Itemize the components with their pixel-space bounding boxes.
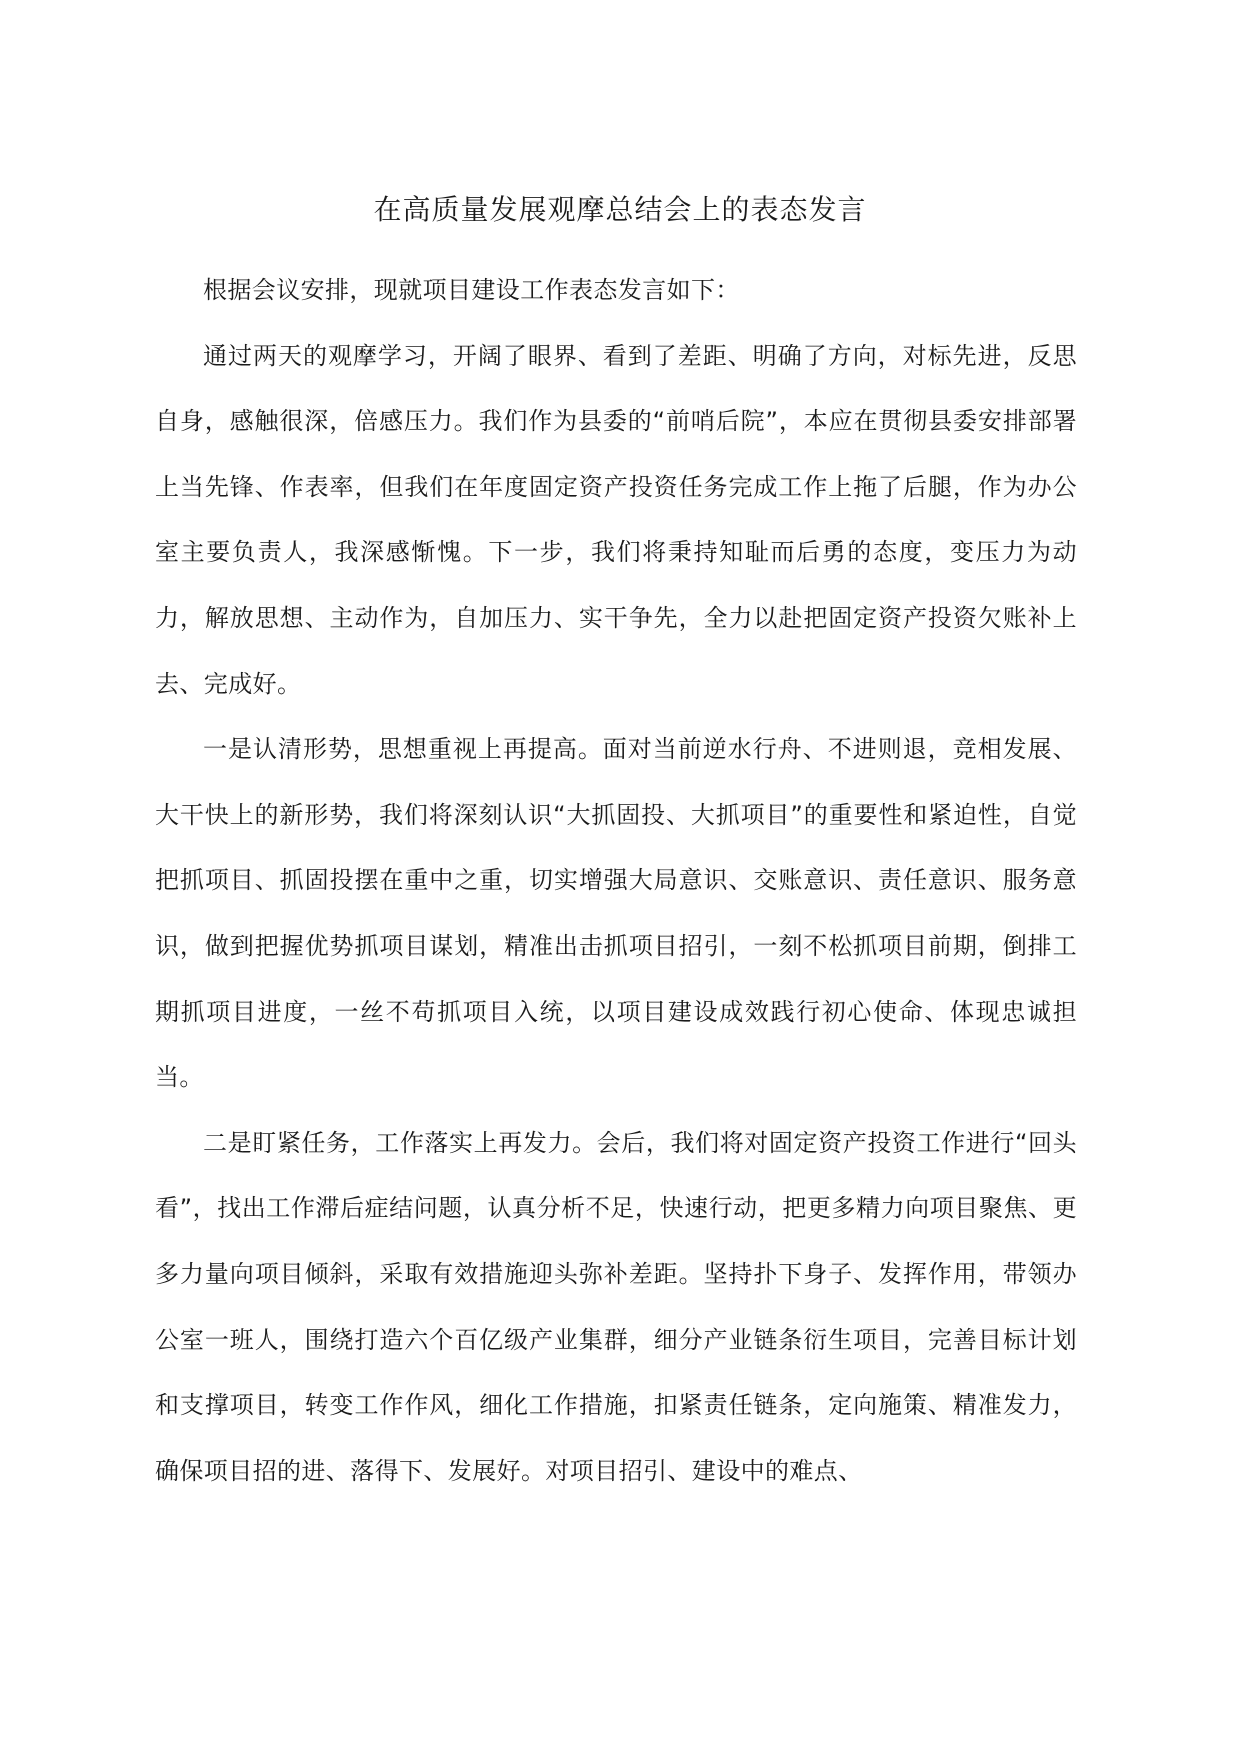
document-body	[155, 258, 1077, 1504]
paragraph-point-two: 二是盯紧任务，工作落实上再发力。会后，我们将对固定资产投资工作进行“回头看”，找出工作滞后症结问题，认真分析不足，快速行动，把更多精力向项目聚焦、更多力量向项目倾斜，采取有效措施迎头弥补差距。坚持扑下身子、发挥作用，带领办公室一班人，围绕打造六个百亿级产业集群，细分产业链条衍生项目，完善目标计划和支撑项目，转变工作作风，细化工作措施，扣紧责任链条，定向施策、精准发力，确保项目招的进、落得下、发展好。对项目招引、建设中的难点、	[155, 1128, 1077, 1485]
paragraph-reflection: 通过两天的观摩学习，开阔了眼界、看到了差距、明确了方向，对标先进，反思自身，感触很深，倍感压力。我们作为县委的“前哨后院”，本应在贯彻县委安排部署上当先锋、作表率，但我们在年度固定资产投资任务完成工作上拖了后腿，作为办公室主要负责人，我深感惭愧。下一步，我们将秉持知耻而后勇的态度，变压力为动力，解放思想、主动作为，自加压力、实干争先，全力以赴把固定资产投资欠账补上去、完成好。	[155, 341, 1077, 698]
document-title: 在高质量发展观摩总结会上的表态发言	[373, 193, 867, 226]
paragraph-intro: 根据会议安排，现就项目建设工作表态发言如下：	[203, 276, 740, 304]
paragraph-point-one: 一是认清形势，思想重视上再提高。面对当前逆水行舟、不进则退，竞相发展、大干快上的新形势，我们将深刻认识“大抓固投、大抓项目”的重要性和紧迫性，自觉把抓项目、抓固投摆在重中之重，切实增强大局意识、交账意识、责任意识、服务意识，做到把握优势抓项目谋划，精准出击抓项目招引，一刻不松抓项目前期，倒排工期抓项目进度，一丝不苟抓项目入统，以项目建设成效践行初心使命、体现忠诚担当。	[155, 735, 1077, 1092]
